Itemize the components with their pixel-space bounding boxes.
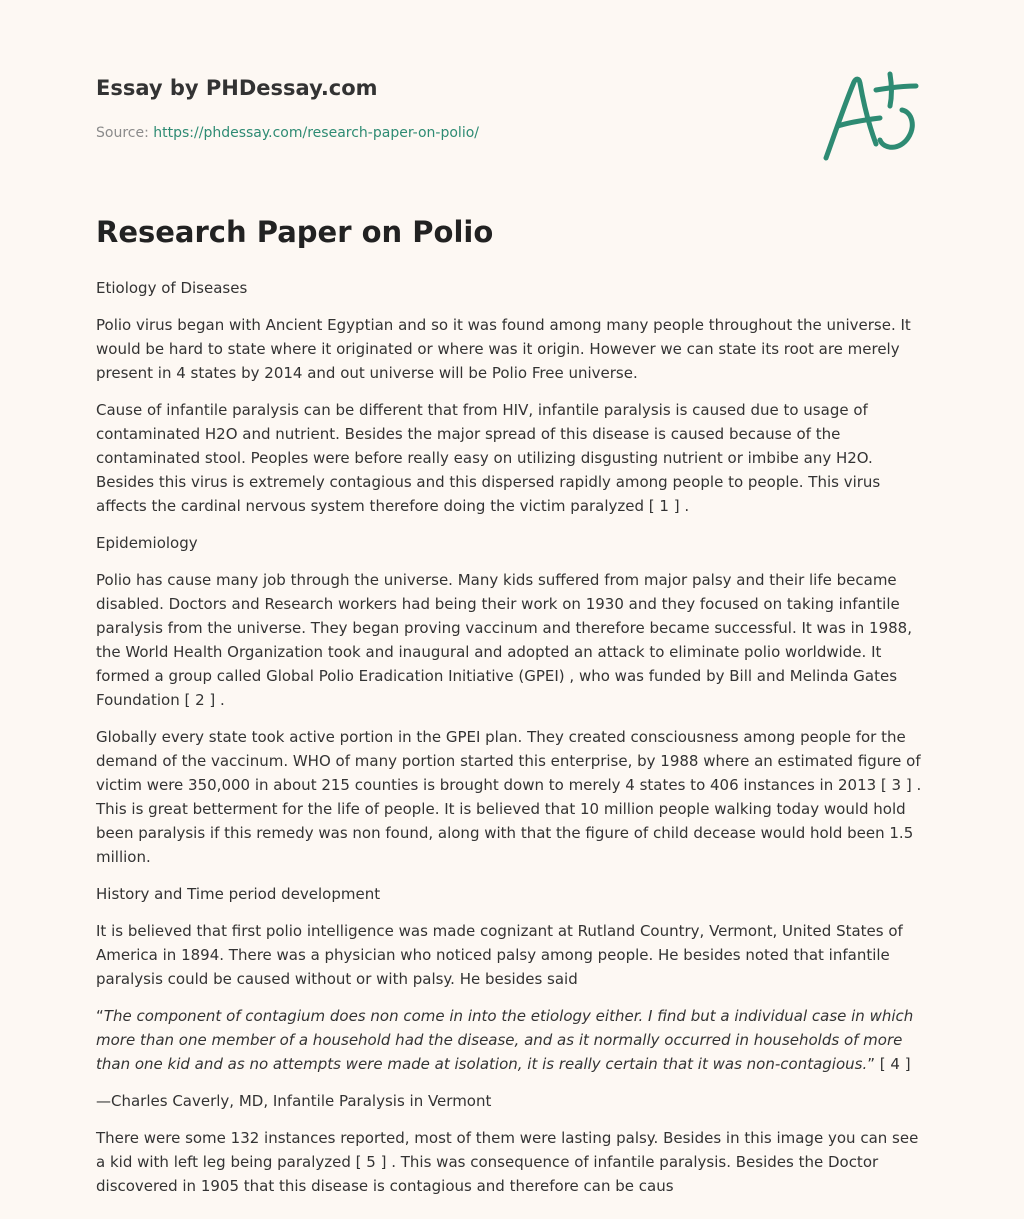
source-line <box>96 125 479 141</box>
paragraph: Cause of infantile paralysis can be different that from HIV, infantile paralysis is caused due to usage of contaminated H2O and nutrient. Besides the major spread of this disease is caused because of the contaminated stool. Peoples were before really easy on utilizing disgusting nutrient or imbibe any H2O. Besides this virus is extremely contagious and this dispersed rapidly among people to people. This virus affects the cardinal nervous system therefore doing the victim paralyzed [ 1 ] . <box>96 400 881 515</box>
paragraph: Globally every state took active portion in the GPEI plan. They created consciousness among people for the demand of the vaccinum. WHO of many portion started this enterprise, by 1988 where an estimated figure of victim were 350,000 in about 215 counties is brought down to merely 4 states to 406 instances in 2013 [ 3 ] . This is great betterment for the life of people. It is believed that 10 million people walking today would hold been paralysis if this remedy was non found, along with that the figure of child decease would hold been 1.5 million. <box>96 727 922 866</box>
quote-text: The component of contagium does non come in into the etiology either. I find but a individual case in which more than one member of a household had the disease, and as it normally occurred in households of more than one kid and as no attempts were made at isolation, it is really certain that it was non-contagious. <box>96 1006 914 1073</box>
block-quote <box>96 1004 928 1076</box>
section-heading-epidemiology: Epidemiology <box>96 533 198 552</box>
a-plus-logo-icon <box>820 66 924 166</box>
source-label: Source: <box>96 125 154 141</box>
quote-open-mark: “ <box>96 1006 104 1025</box>
article-body <box>96 276 928 1198</box>
page-header <box>96 0 928 215</box>
section-heading-history: History and Time period development <box>96 884 381 903</box>
paragraph: Polio virus began with Ancient Egyptian and so it was found among many people throughout the universe. It would be hard to state where it originated or where was it origin. However we can state its root are merely present in 4 states by 2014 and out universe will be Polio Free universe. <box>96 315 911 382</box>
paragraph: Polio has cause many job through the universe. Many kids suffered from major palsy and their life became disabled. Doctors and Research workers had being their work on 1930 and they focused on taking infantile paralysis from the universe. They began proving vaccinum and therefore became successful. It was in 1988, the World Health Organization took and inaugural and adopted an attack to eliminate polio worldwide. It formed a group called Global Polio Eradication Initiative (GPEI) , who was funded by Bill and Melinda Gates Foundation [ 2 ] . <box>96 570 912 709</box>
paragraph: It is believed that first polio intelligence was made cognizant at Rutland Country, Vermont, United States of America in 1894. There was a physician who noticed palsy among people. He besides noted that infantile paralysis could be caused without or with palsy. He besides said <box>96 921 903 988</box>
paragraph: There were some 132 instances reported, most of them were lasting palsy. Besides in this image you can see a kid with left leg being paralyzed [ 5 ] . This was consequence of infantile paralysis. Besides the Doctor discovered in 1905 that this disease is contagious and therefore can be caus <box>96 1128 919 1195</box>
quote-close-citation: ” [ 4 ] <box>867 1054 911 1073</box>
section-heading-etiology: Etiology of Diseases <box>96 278 248 297</box>
brand-title: Essay by PHDessay.com <box>96 76 378 100</box>
article-title: Research Paper on Polio <box>96 215 494 249</box>
quote-attribution: —Charles Caverly, MD, Infantile Paralysis in Vermont <box>96 1091 492 1110</box>
source-link[interactable]: https://phdessay.com/research-paper-on-polio/ <box>153 125 479 141</box>
